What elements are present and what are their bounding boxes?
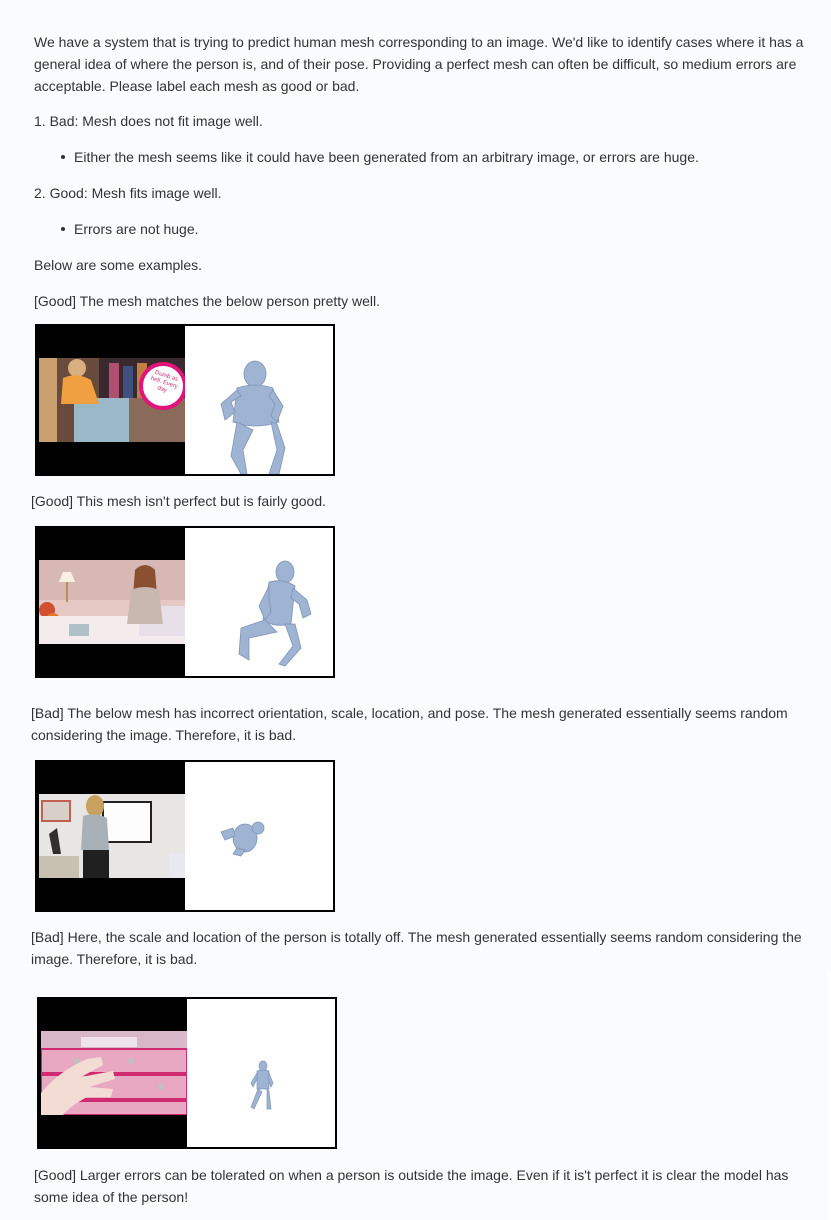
video-frame-closet <box>39 358 185 442</box>
criterion-good-detail: Errors are not huge. <box>74 221 199 237</box>
mesh-person-small-icon <box>187 999 335 1147</box>
video-frame-drawers <box>41 1031 187 1115</box>
example-image-3 <box>35 760 335 912</box>
video-frame-whiteboard <box>39 794 185 878</box>
mesh-person-standing-icon <box>185 326 333 474</box>
criterion-good-heading: 2. Good: Mesh fits image well. <box>34 185 222 201</box>
example-image-4 <box>37 997 337 1149</box>
example-caption: [Good] This mesh isn't perfect but is fairly good. <box>31 493 326 509</box>
bullet-dot <box>61 155 65 159</box>
bullet-dot <box>61 227 65 231</box>
examples-intro: Below are some examples. <box>34 257 203 273</box>
intro-paragraph: We have a system that is trying to predict human mesh corresponding to an image. We'd like to identify cases where it has a general idea of where the person is, and of their pose. Providing a perfect mesh can often be difficult, so medium errors are acceptable. Please label each mesh as good or bad. <box>34 34 804 94</box>
page-edge <box>827 972 831 1220</box>
example-image-2 <box>35 526 335 678</box>
criterion-bad-heading: 1. Bad: Mesh does not fit image well. <box>34 113 263 129</box>
final-caption: [Good] Larger errors can be tolerated on when a person is outside the image. Even if it is't perfect it is clear the model has some idea of the person! <box>34 1167 789 1205</box>
example-caption: [Bad] Here, the scale and location of the person is totally off. The mesh generated essentially seems random considering the image. Therefore, it is bad. <box>31 929 802 967</box>
example-caption: [Bad] The below mesh has incorrect orientation, scale, location, and pose. The mesh generated essentially seems random considering the image. Therefore, it is bad. <box>31 705 788 743</box>
sticker-text: Dumb as hell. Every day <box>149 369 179 395</box>
example-caption: [Good] The mesh matches the below person pretty well. <box>34 293 381 309</box>
mesh-person-sitting-icon <box>185 528 333 676</box>
video-frame-bedroom <box>39 560 185 644</box>
mesh-person-crumpled-icon <box>185 762 333 910</box>
example-image-1 <box>35 324 335 476</box>
criterion-bad-detail: Either the mesh seems like it could have been generated from an arbitrary image, or errors are huge. <box>74 149 699 165</box>
